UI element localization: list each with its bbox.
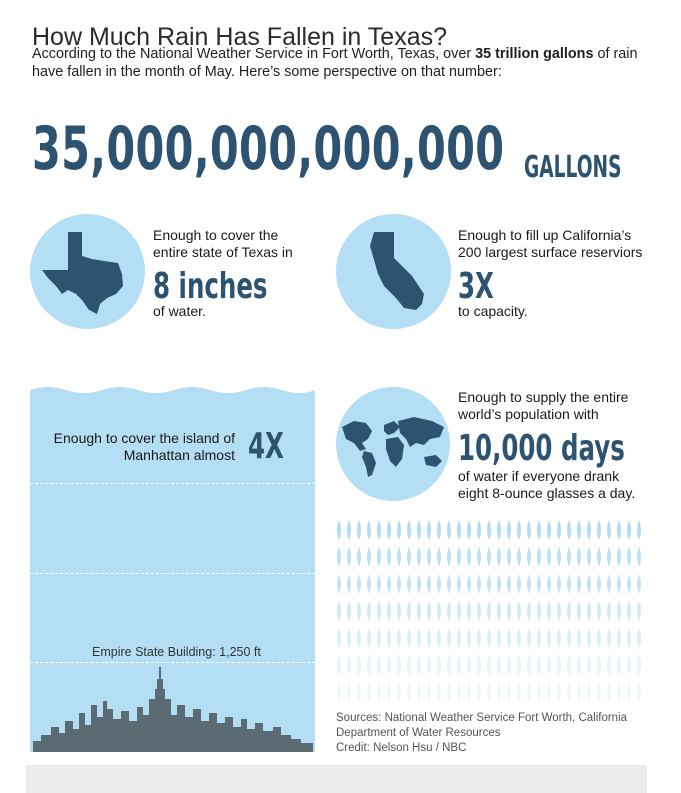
water-drop-icon bbox=[617, 628, 621, 648]
water-drop-icon bbox=[507, 628, 511, 648]
water-drop-icon bbox=[587, 628, 591, 648]
manhattan-highlight: 4X bbox=[248, 426, 284, 467]
water-drop-icon bbox=[557, 682, 561, 702]
water-drop-icon bbox=[347, 601, 351, 621]
water-drop-icon bbox=[347, 547, 351, 567]
water-drop-icon bbox=[357, 601, 361, 621]
water-drop-icon bbox=[427, 547, 431, 567]
water-drop-icon bbox=[387, 655, 391, 675]
water-drop-icon bbox=[497, 574, 501, 594]
water-drop-icon bbox=[527, 574, 531, 594]
water-drop-icon bbox=[407, 628, 411, 648]
water-drop-icon bbox=[417, 574, 421, 594]
water-drop-icon bbox=[537, 601, 541, 621]
water-drop-icon bbox=[527, 520, 531, 540]
water-drop-icon bbox=[337, 601, 341, 621]
water-drop-icon bbox=[577, 574, 581, 594]
water-drop-icon bbox=[497, 547, 501, 567]
water-drop-icon bbox=[547, 682, 551, 702]
water-drop-icon bbox=[637, 601, 641, 621]
water-drop-icon bbox=[547, 655, 551, 675]
water-drop-icon bbox=[397, 601, 401, 621]
water-drop-icon bbox=[527, 628, 531, 648]
water-drop-icon bbox=[407, 574, 411, 594]
water-drop-icon bbox=[517, 682, 521, 702]
water-drop-icon bbox=[577, 601, 581, 621]
water-drop-icon bbox=[397, 520, 401, 540]
water-drop-icon bbox=[547, 574, 551, 594]
water-drop-icon bbox=[337, 520, 341, 540]
water-drop-icon bbox=[437, 547, 441, 567]
water-drop-icon bbox=[607, 520, 611, 540]
california-circle bbox=[336, 214, 451, 329]
water-drop-icon bbox=[407, 682, 411, 702]
water-level-line bbox=[30, 483, 315, 484]
water-drop-icon bbox=[607, 682, 611, 702]
water-drop-icon bbox=[607, 547, 611, 567]
water-drop-icon bbox=[417, 628, 421, 648]
water-drop-icon bbox=[597, 601, 601, 621]
water-drop-icon bbox=[487, 547, 491, 567]
water-drop-icon bbox=[557, 520, 561, 540]
water-drop-icon bbox=[597, 655, 601, 675]
water-drops-grid bbox=[334, 516, 646, 706]
water-drop-icon bbox=[477, 655, 481, 675]
water-drop-icon bbox=[497, 682, 501, 702]
water-drop-icon bbox=[607, 601, 611, 621]
water-drop-icon bbox=[557, 601, 561, 621]
water-drop-icon bbox=[477, 547, 481, 567]
water-drop-icon bbox=[467, 520, 471, 540]
water-drop-icon bbox=[477, 574, 481, 594]
water-drop-icon bbox=[557, 655, 561, 675]
water-drop-icon bbox=[377, 655, 381, 675]
water-drop-icon bbox=[497, 601, 501, 621]
water-drop-icon bbox=[437, 601, 441, 621]
water-drop-icon bbox=[397, 655, 401, 675]
water-drop-icon bbox=[357, 574, 361, 594]
world-after: of water if everyone drank eight 8-ounce glasses a day. bbox=[458, 468, 636, 501]
water-drop-icon bbox=[387, 628, 391, 648]
headline-number: 35,000,000,000,000 bbox=[32, 114, 505, 184]
water-drop-icon bbox=[517, 601, 521, 621]
water-drop-icon bbox=[627, 547, 631, 567]
empire-state-label: Empire State Building: 1,250 ft bbox=[92, 645, 261, 659]
water-drop-icon bbox=[377, 682, 381, 702]
water-drop-icon bbox=[617, 574, 621, 594]
water-drop-icon bbox=[457, 601, 461, 621]
water-drop-icon bbox=[487, 628, 491, 648]
water-drop-icon bbox=[597, 628, 601, 648]
water-drop-icon bbox=[617, 682, 621, 702]
water-drop-icon bbox=[537, 574, 541, 594]
water-drop-icon bbox=[417, 682, 421, 702]
water-drop-icon bbox=[567, 574, 571, 594]
water-drop-icon bbox=[407, 547, 411, 567]
water-drop-icon bbox=[447, 628, 451, 648]
water-drop-icon bbox=[607, 628, 611, 648]
water-drop-icon bbox=[347, 574, 351, 594]
water-drop-icon bbox=[507, 574, 511, 594]
water-drop-icon bbox=[447, 547, 451, 567]
water-drop-icon bbox=[557, 628, 561, 648]
water-drop-icon bbox=[477, 520, 481, 540]
water-drop-icon bbox=[377, 601, 381, 621]
water-drop-icon bbox=[347, 520, 351, 540]
water-drop-icon bbox=[347, 628, 351, 648]
california-after: to capacity. bbox=[458, 303, 528, 319]
water-drop-icon bbox=[497, 655, 501, 675]
water-drop-icon bbox=[467, 547, 471, 567]
water-drop-icon bbox=[637, 628, 641, 648]
sources-block bbox=[336, 711, 627, 756]
water-drop-icon bbox=[637, 547, 641, 567]
water-drop-icon bbox=[617, 601, 621, 621]
water-drop-icon bbox=[387, 682, 391, 702]
water-drop-icon bbox=[427, 655, 431, 675]
water-drop-icon bbox=[597, 574, 601, 594]
water-drop-icon bbox=[617, 547, 621, 567]
water-drop-icon bbox=[537, 520, 541, 540]
water-drop-icon bbox=[407, 601, 411, 621]
water-drop-icon bbox=[537, 655, 541, 675]
water-drop-icon bbox=[547, 520, 551, 540]
intro-paragraph: According to the National Weather Service in Fort Worth, Texas, over 35 trillion gallons of rain have fallen in the month of May. Here’s some perspective on that number: bbox=[32, 46, 638, 80]
water-drop-icon bbox=[467, 628, 471, 648]
water-drop-icon bbox=[497, 628, 501, 648]
water-drop-icon bbox=[637, 682, 641, 702]
water-drop-icon bbox=[427, 601, 431, 621]
water-drop-icon bbox=[587, 547, 591, 567]
water-drop-icon bbox=[617, 520, 621, 540]
water-drop-icon bbox=[377, 520, 381, 540]
water-drop-icon bbox=[507, 520, 511, 540]
water-drop-icon bbox=[367, 628, 371, 648]
water-drop-icon bbox=[357, 628, 361, 648]
water-drop-icon bbox=[587, 601, 591, 621]
water-drop-icon bbox=[627, 520, 631, 540]
water-drop-icon bbox=[507, 682, 511, 702]
water-drop-icon bbox=[547, 601, 551, 621]
water-drop-icon bbox=[517, 574, 521, 594]
water-drop-icon bbox=[577, 520, 581, 540]
water-drop-icon bbox=[347, 655, 351, 675]
water-drop-icon bbox=[537, 547, 541, 567]
water-drop-icon bbox=[387, 601, 391, 621]
water-drop-icon bbox=[637, 655, 641, 675]
water-drop-icon bbox=[507, 601, 511, 621]
water-drop-icon bbox=[547, 628, 551, 648]
water-drop-icon bbox=[457, 628, 461, 648]
water-drop-icon bbox=[587, 574, 591, 594]
water-drop-icon bbox=[447, 520, 451, 540]
water-drop-icon bbox=[367, 601, 371, 621]
water-drop-icon bbox=[607, 574, 611, 594]
water-drop-icon bbox=[417, 601, 421, 621]
water-drop-icon bbox=[487, 574, 491, 594]
water-drop-icon bbox=[467, 682, 471, 702]
water-drop-icon bbox=[587, 520, 591, 540]
water-drop-icon bbox=[387, 547, 391, 567]
world-circle bbox=[336, 387, 450, 501]
water-level-line bbox=[30, 662, 315, 663]
water-drop-icon bbox=[577, 682, 581, 702]
water-drop-icon bbox=[337, 574, 341, 594]
water-drop-icon bbox=[597, 520, 601, 540]
water-drop-icon bbox=[517, 547, 521, 567]
footer-bar bbox=[26, 765, 647, 793]
water-drop-icon bbox=[447, 601, 451, 621]
water-drop-icon bbox=[567, 601, 571, 621]
water-drop-icon bbox=[637, 574, 641, 594]
water-drop-icon bbox=[627, 574, 631, 594]
water-drop-icon bbox=[417, 655, 421, 675]
water-drop-icon bbox=[447, 574, 451, 594]
water-drop-icon bbox=[377, 574, 381, 594]
water-drop-icon bbox=[397, 574, 401, 594]
water-drop-icon bbox=[477, 601, 481, 621]
water-drop-icon bbox=[487, 601, 491, 621]
water-drop-icon bbox=[457, 547, 461, 567]
water-drop-icon bbox=[467, 655, 471, 675]
water-drop-icon bbox=[487, 655, 491, 675]
california-highlight: 3X bbox=[458, 266, 494, 307]
water-drop-icon bbox=[337, 682, 341, 702]
water-drop-icon bbox=[447, 682, 451, 702]
water-drop-icon bbox=[527, 655, 531, 675]
water-drop-icon bbox=[467, 574, 471, 594]
water-drop-icon bbox=[567, 628, 571, 648]
water-drop-icon bbox=[477, 628, 481, 648]
water-drop-icon bbox=[567, 682, 571, 702]
water-drop-icon bbox=[457, 682, 461, 702]
manhattan-text: Enough to cover the island of Manhattan almost bbox=[53, 430, 235, 463]
water-drop-icon bbox=[487, 682, 491, 702]
water-drop-icon bbox=[387, 520, 391, 540]
water-drop-icon bbox=[627, 628, 631, 648]
water-drop-icon bbox=[457, 655, 461, 675]
water-drop-icon bbox=[537, 682, 541, 702]
water-drop-icon bbox=[427, 520, 431, 540]
water-drop-icon bbox=[367, 574, 371, 594]
water-drop-icon bbox=[587, 655, 591, 675]
water-drop-icon bbox=[367, 547, 371, 567]
water-drop-icon bbox=[617, 655, 621, 675]
water-drop-icon bbox=[397, 547, 401, 567]
water-drop-icon bbox=[347, 682, 351, 702]
water-drop-icon bbox=[597, 682, 601, 702]
water-drop-icon bbox=[497, 520, 501, 540]
water-drop-icon bbox=[457, 574, 461, 594]
water-drop-icon bbox=[527, 601, 531, 621]
sources-line: Department of Water Resources bbox=[336, 727, 501, 739]
water-drop-icon bbox=[417, 547, 421, 567]
water-drop-icon bbox=[437, 628, 441, 648]
water-drop-icon bbox=[437, 574, 441, 594]
water-drop-icon bbox=[367, 682, 371, 702]
water-drop-icon bbox=[417, 520, 421, 540]
water-drop-icon bbox=[357, 520, 361, 540]
page-title: How Much Rain Has Fallen in Texas? bbox=[32, 22, 448, 51]
texas-highlight: 8 inches bbox=[153, 266, 268, 307]
water-drop-icon bbox=[437, 520, 441, 540]
water-drop-icon bbox=[407, 655, 411, 675]
water-drop-icon bbox=[627, 682, 631, 702]
headline-unit: GALLONS bbox=[524, 150, 622, 185]
water-drop-icon bbox=[627, 655, 631, 675]
water-drop-icon bbox=[357, 682, 361, 702]
water-drop-icon bbox=[447, 655, 451, 675]
water-drop-icon bbox=[427, 628, 431, 648]
water-drop-icon bbox=[397, 628, 401, 648]
water-drop-icon bbox=[427, 682, 431, 702]
water-drop-icon bbox=[357, 655, 361, 675]
water-drop-icon bbox=[337, 628, 341, 648]
water-drop-icon bbox=[607, 655, 611, 675]
water-drop-icon bbox=[387, 574, 391, 594]
intro-highlight: 35 trillion gallons bbox=[475, 46, 594, 62]
world-highlight: 10,000 days bbox=[458, 428, 625, 469]
manhattan-skyline-icon bbox=[33, 665, 313, 752]
water-drop-icon bbox=[407, 520, 411, 540]
water-drop-icon bbox=[517, 520, 521, 540]
water-drop-icon bbox=[577, 655, 581, 675]
water-drop-icon bbox=[557, 574, 561, 594]
texas-text: Enough to cover the entire state of Texas in bbox=[153, 227, 293, 260]
water-drop-icon bbox=[507, 547, 511, 567]
water-drop-icon bbox=[397, 682, 401, 702]
water-drop-icon bbox=[587, 682, 591, 702]
water-drop-icon bbox=[427, 574, 431, 594]
water-drop-icon bbox=[567, 520, 571, 540]
water-drop-icon bbox=[557, 547, 561, 567]
water-drop-icon bbox=[457, 520, 461, 540]
water-drop-icon bbox=[597, 547, 601, 567]
california-map-icon bbox=[336, 214, 451, 329]
water-drop-icon bbox=[357, 547, 361, 567]
water-drop-icon bbox=[567, 547, 571, 567]
california-text: Enough to fill up California’s 200 largest surface reserviors bbox=[458, 227, 643, 260]
credit-line: Credit: Nelson Hsu / NBC bbox=[336, 742, 467, 754]
water-drop-icon bbox=[477, 682, 481, 702]
water-drop-icon bbox=[637, 520, 641, 540]
water-drop-icon bbox=[517, 655, 521, 675]
water-drop-icon bbox=[437, 682, 441, 702]
water-drop-icon bbox=[377, 547, 381, 567]
water-level-line bbox=[30, 573, 315, 574]
water-drop-icon bbox=[547, 547, 551, 567]
water-drop-icon bbox=[567, 655, 571, 675]
water-drop-icon bbox=[527, 547, 531, 567]
water-drop-icon bbox=[537, 628, 541, 648]
world-text: Enough to supply the entire world’s population with bbox=[458, 389, 629, 422]
water-drop-icon bbox=[337, 547, 341, 567]
water-drop-icon bbox=[367, 520, 371, 540]
water-drop-icon bbox=[577, 547, 581, 567]
water-drop-icon bbox=[577, 628, 581, 648]
world-map-icon bbox=[336, 387, 450, 501]
water-drop-icon bbox=[517, 628, 521, 648]
water-drop-icon bbox=[627, 601, 631, 621]
texas-circle bbox=[30, 214, 145, 329]
water-drop-icon bbox=[377, 628, 381, 648]
water-drop-icon bbox=[527, 682, 531, 702]
water-drop-icon bbox=[367, 655, 371, 675]
texas-after: of water. bbox=[153, 303, 206, 319]
water-drop-icon bbox=[507, 655, 511, 675]
water-drop-icon bbox=[337, 655, 341, 675]
texas-map-icon bbox=[30, 214, 145, 329]
water-drop-icon bbox=[467, 601, 471, 621]
water-drop-icon bbox=[437, 655, 441, 675]
water-drop-icon bbox=[487, 520, 491, 540]
sources-line: Sources: National Weather Service Fort Worth, California bbox=[336, 712, 628, 724]
